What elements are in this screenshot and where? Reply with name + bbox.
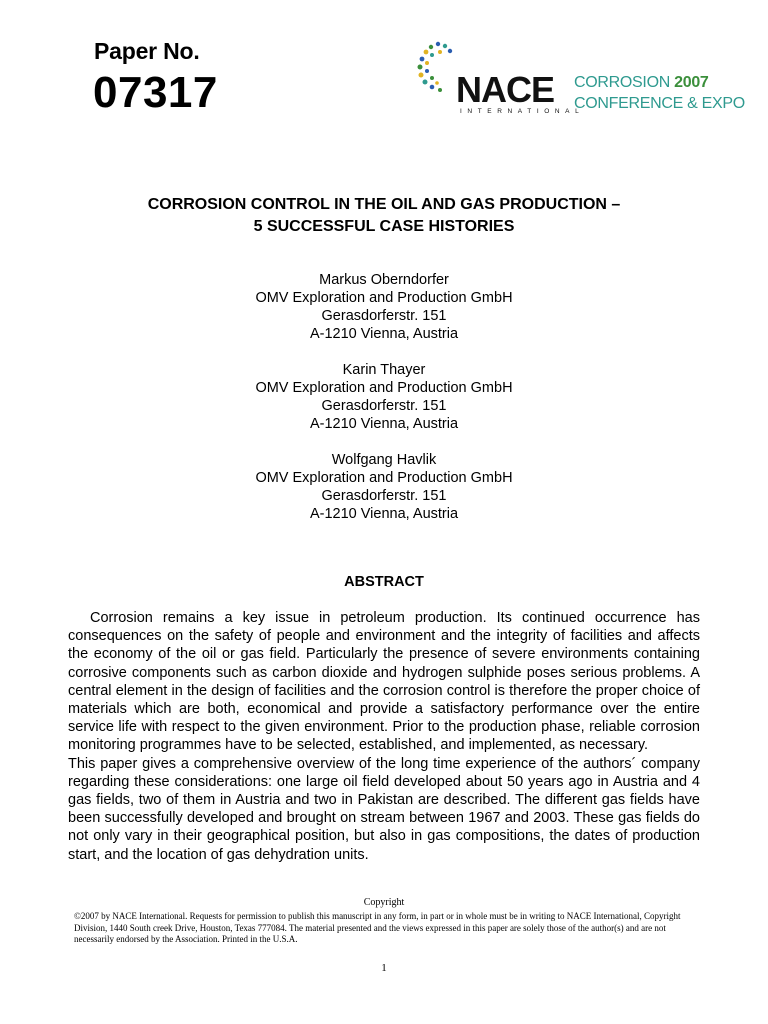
nace-international-text: INTERNATIONAL: [460, 108, 585, 115]
conference-subtitle: CONFERENCE & EXPO: [574, 95, 745, 112]
nace-wordmark: NACE: [456, 69, 555, 110]
author-affiliation: OMV Exploration and Production GmbH: [255, 380, 513, 396]
author-block: [0, 451, 768, 523]
page-number: 1: [381, 962, 387, 974]
abstract-paragraph-2: This paper gives a comprehensive overview of the long time experience of the authors´ company regarding these considerations: one large oil field developed about 50 years ago in Austria and 4 gas fields, two of them in Austria and two in Pakistan are described. The different gas fields have been successfully developed and brought on stream between 1967 and 2003. These gas fields do not only vary in their geographical position, but also in gas compositions, the dates of production start, and the location of gas dehydration units.: [68, 755, 700, 863]
abstract-paragraph-1: Corrosion remains a key issue in petroleum production. Its continued occurrence has consequences on the safety of people and environment and the integrity of facilities and affects the economy of the oil or gas field. Particularly the presence of severe environments containing corrosive components such as carbon dioxide and hydrogen sulphide poses serious problems. A central element in the design of facilities and the corrosion control is therefore the proper choice of materials which are both, economical and provide a satisfactory performance over the entire service life with respect to the given environment. Prior to the production phase, reliable corrosion monitoring programmes have to be selected, established, and implemented, as necessary.: [68, 610, 700, 754]
conference-year: 2007: [674, 74, 709, 91]
paper-title-line2: 5 SUCCESSFUL CASE HISTORIES: [253, 218, 515, 235]
author-affiliation: OMV Exploration and Production GmbH: [255, 470, 513, 486]
copyright-heading: Copyright: [363, 897, 405, 908]
paper-number: 07317: [93, 68, 218, 117]
author-affiliation: OMV Exploration and Production GmbH: [255, 290, 513, 306]
author-city: A-1210 Vienna, Austria: [309, 506, 459, 522]
author-list: [0, 271, 768, 541]
author-block: [0, 361, 768, 433]
author-street: Gerasdorferstr. 151: [321, 488, 447, 504]
author-name: Markus Oberndorfer: [319, 272, 449, 288]
author-street: Gerasdorferstr. 151: [321, 398, 447, 414]
abstract-body: [68, 609, 700, 864]
abstract-heading: ABSTRACT: [344, 574, 424, 590]
author-city: A-1210 Vienna, Austria: [309, 416, 459, 432]
paper-label: Paper No.: [94, 38, 200, 64]
conference-word: CORROSION: [574, 74, 670, 91]
paper-title-line1: CORROSION CONTROL IN THE OIL AND GAS PRODUCTION –: [147, 196, 621, 213]
copyright-notice: ©2007 by NACE International. Requests for permission to publish this manuscript in any form, in part or in whole must be in writing to NACE International, Copyright Division, 1440 South creek Drive, Houston, Texas 777084. The material presented and the views expressed in this paper are solely those of the author(s) and are not necessarily endorsed by the Association. Printed in the U.S.A.: [74, 911, 681, 944]
conference-name: [574, 74, 709, 92]
author-block: [0, 271, 768, 343]
author-name: Karin Thayer: [342, 362, 426, 378]
author-city: A-1210 Vienna, Austria: [309, 326, 459, 342]
nace-logo: [412, 40, 745, 120]
author-name: Wolfgang Havlik: [331, 452, 437, 468]
author-street: Gerasdorferstr. 151: [321, 308, 447, 324]
